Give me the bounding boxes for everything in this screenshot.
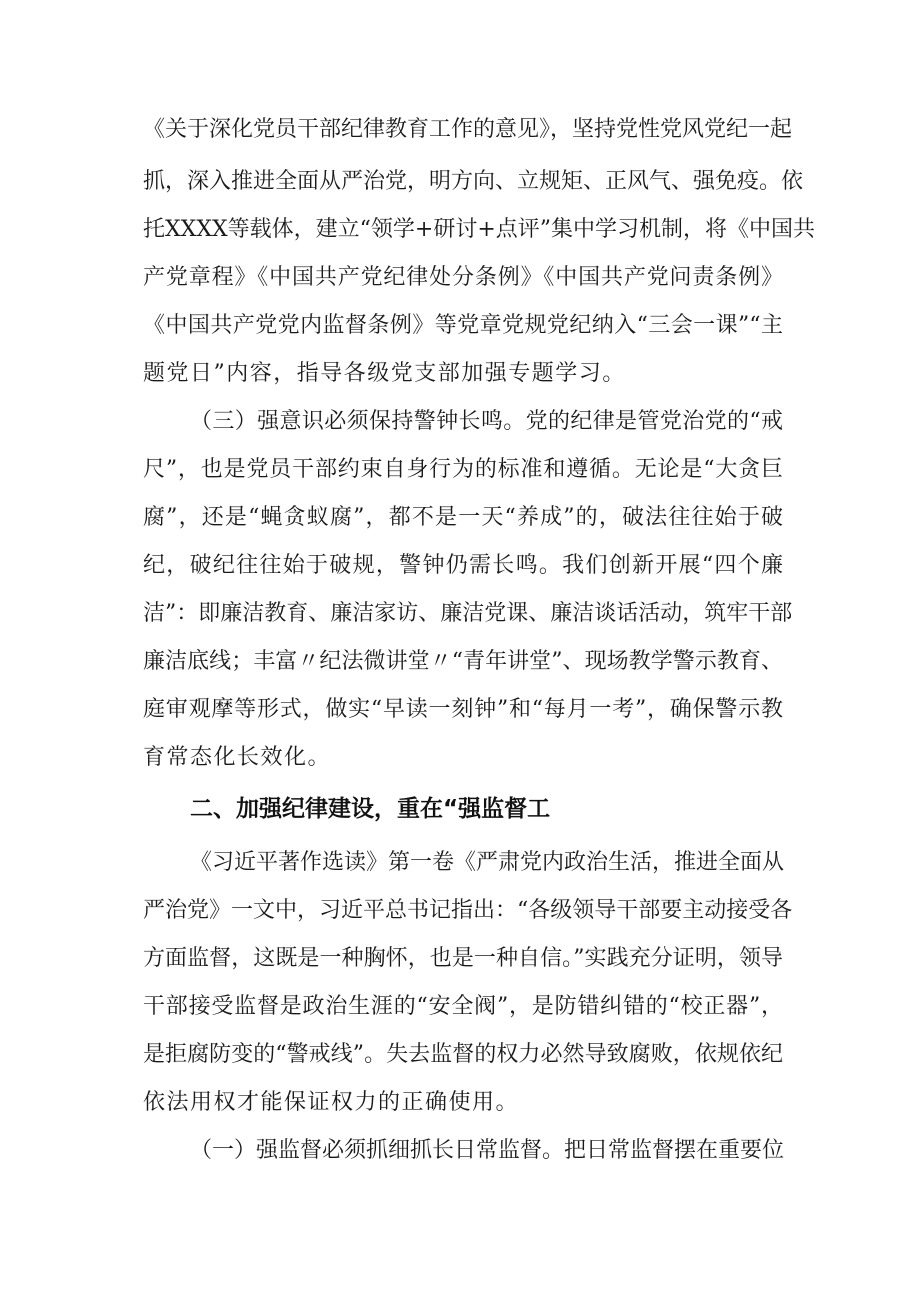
text-line: 是拒腐防变的“警戒线”。失去监督的权力必然导致腐败，依规依纪 xyxy=(143,1042,783,1067)
text-line: 方面监督，这既是一种胸怀，也是一种自信。”实践充分证明，领导 xyxy=(143,946,783,971)
section-heading: 二、加强纪律建设，重在“强监督工 xyxy=(190,796,551,822)
text-line: 托XXXX等载体，建立“领学+研讨+点评”集中学习机制，将《中国共 xyxy=(143,217,816,242)
text-line: 依法用权才能保证权力的正确使用。 xyxy=(143,1090,520,1115)
text-line: （一）强监督必须抓细抓长日常监督。把日常监督摆在重要位 xyxy=(190,1138,785,1163)
text-line: 洁”：即廉洁教育、廉洁家访、廉洁党课、廉洁谈话活动，筑牢干部 xyxy=(143,601,793,626)
text-line: 廉洁底线；丰富〃纪法微讲堂〃“青年讲堂”、现场教学警示教育、 xyxy=(143,649,783,674)
text-line: 《中国共产党党内监督条例》等党章党规党纪纳入“三会一课”“主 xyxy=(143,313,783,338)
text-line: 产党章程》《中国共产党纪律处分条例》《中国共产党问责条例》 xyxy=(143,265,783,290)
text-line: 严治党》一文中，习近平总书记指出：“各级领导干部要主动接受各 xyxy=(143,898,793,923)
text-line: 题党日”内容，指导各级党支部加强专题学习。 xyxy=(143,361,626,386)
text-line: 腐”，还是“蝇贪蚁腐”，都不是一天“养成”的，破法往往始于破 xyxy=(143,505,783,530)
text-line: 抓，深入推进全面从严治党，明方向、立规矩、正风气、强免疫。依 xyxy=(143,169,804,194)
text-line: 育常态化长效化。 xyxy=(143,745,332,770)
text-line: 干部接受监督是政治生涯的“安全阀”，是防错纠错的“校正器”， xyxy=(143,994,783,1019)
text-line: 《关于深化党员干部纪律教育工作的意见》，坚持党性党风党纪一起 xyxy=(143,117,793,142)
text-line: 庭审观摩等形式，做实“早读一刻钟”和“每月一考”，确保警示教 xyxy=(143,697,783,722)
text-line: 尺”，也是党员干部约束自身行为的标准和遵循。无论是“大贪巨 xyxy=(143,457,783,482)
text-line: （三）强意识必须保持警钟长鸣。党的纪律是管党治党的“戒 xyxy=(190,409,783,434)
text-line: 纪，破纪往往始于破规，警钟仍需长鸣。我们创新开展“四个廉 xyxy=(143,553,783,578)
text-line: 《习近平著作选读》第一卷《严肃党内政治生活，推进全面从 xyxy=(190,850,785,875)
